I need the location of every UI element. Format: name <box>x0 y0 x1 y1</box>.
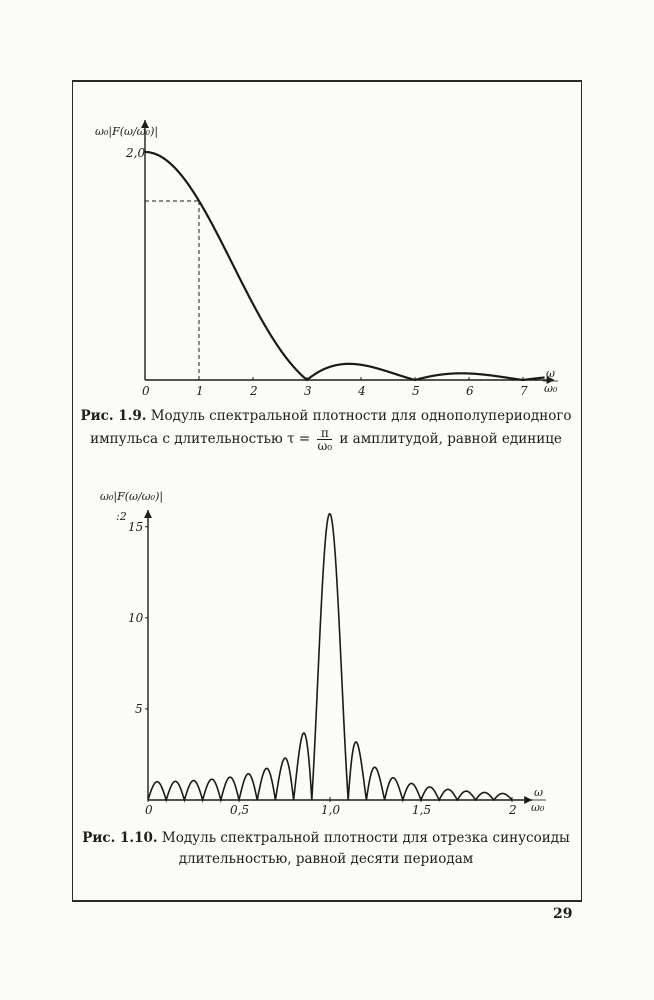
y-tick-label: 10 <box>128 610 144 625</box>
figure-1-10-axes <box>144 510 532 804</box>
figure-1-10-caption-label: Рис. 1.10. <box>82 830 158 846</box>
x-tick-label: 0 <box>142 384 150 398</box>
page-number: 29 <box>553 906 573 922</box>
figure-1-9-caption-tau: τ = <box>287 431 311 447</box>
x-tick-label: 7 <box>520 384 528 398</box>
figure-1-10-ticks <box>128 520 517 817</box>
x-tick-label: 0,5 <box>230 803 250 817</box>
y-tick-label: 2,0 <box>126 146 146 160</box>
x-tick-label: 2 <box>250 384 258 398</box>
fraction-denominator: ω₀ <box>317 439 333 453</box>
figure-1-10-curve <box>148 514 512 800</box>
figure-1-10-y-axis-label-2: :2 <box>116 510 127 523</box>
figure-1-9-x-label-den: ω₀ <box>544 382 558 395</box>
figure-1-9-caption-text-1: Модуль спектральной плотности для однополупериодного импульса с длительностью <box>90 408 572 447</box>
figure-1-9-x-label-num: ω <box>546 367 555 380</box>
figure-1-10-caption-text: Модуль спектральной плотности для отрезка синусоиды длительностью, равной десяти периодам <box>161 830 570 867</box>
x-tick-label: 4 <box>358 384 366 398</box>
figure-1-9-y-axis-label: ω₀|F(ω/ω₀)| <box>95 125 159 138</box>
figure-1-9-caption-text-2: и амплитудой, равной единице <box>339 431 562 447</box>
figure-1-10-y-axis-label: ω₀|F(ω/ω₀)| <box>100 490 164 503</box>
x-tick-label: 2 <box>509 803 517 817</box>
x-tick-label: 1,0 <box>321 803 341 817</box>
x-tick-label: 6 <box>466 384 474 398</box>
x-tick-label: 5 <box>412 384 420 398</box>
x-tick-label: 1 <box>196 384 204 398</box>
fraction-numerator: π <box>317 427 332 440</box>
y-tick-label: 5 <box>135 701 143 716</box>
figure-1-9-caption-label: Рис. 1.9. <box>80 408 147 424</box>
figure-1-10-caption <box>78 828 574 870</box>
x-tick-label: 1,5 <box>412 803 432 817</box>
figure-1-10-x-label-den: ω₀ <box>531 801 545 814</box>
figure-1-10-x-label-num: ω <box>534 786 543 799</box>
x-tick-label: 3 <box>304 384 312 398</box>
y-tick-label: 15 <box>128 519 144 534</box>
x-tick-label: 0 <box>145 803 153 817</box>
y-axis-arrow <box>144 510 152 518</box>
